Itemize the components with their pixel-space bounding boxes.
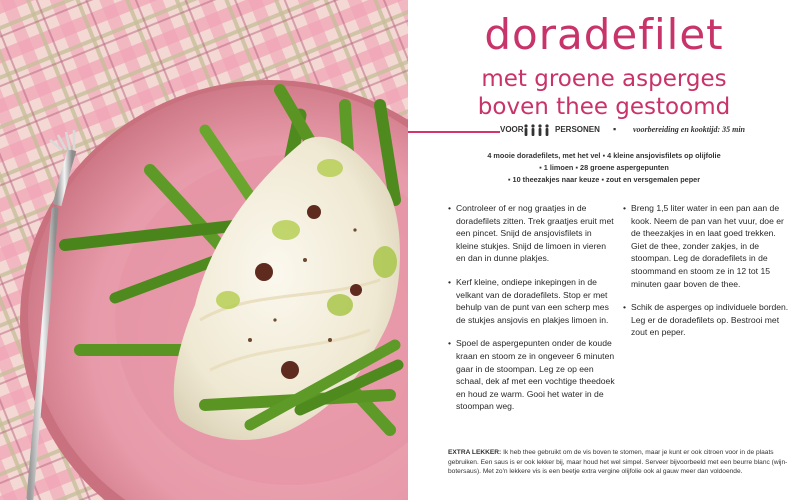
people-icon <box>522 124 552 136</box>
step-text: Schik de asperges op individuele borden. Leg er de doradefilets op. Bestrooi met zout en peper. <box>631 302 789 338</box>
servings-row <box>408 125 800 139</box>
step-text: Spoel de aspergepunten onder de koude kraan en stoom ze in ongeveer 6 minuten gaar in de stoompan. Leg ze op een schaal, dek af met een vochtige theedoek en houd ze warm. Gooi het water in de stoompan weg. <box>456 338 615 412</box>
step <box>448 337 616 413</box>
step-text: Controleer of er nog graatjes in de doradefilets zitten. Trek graatjes eruit met een pincet. Snijd de ansjovisfilets in kleine stukjes. Snijd de limoen in vieren en dan in dunne plakjes. <box>456 203 614 264</box>
bullet: • <box>448 276 452 287</box>
accent-rule <box>408 131 500 133</box>
bullet: • <box>448 338 452 349</box>
servings-suffix: PERSONEN <box>555 125 600 134</box>
ingredients-line: 4 mooie doradefilets, met het vel ▪ 4 kleine ansjovisfilets op olijfolie <box>487 151 721 160</box>
extra-tip-label: EXTRA LEKKER: <box>448 449 502 456</box>
bullet: • <box>623 203 627 213</box>
ingredients-line: ▪ 1 limoen ▪ 28 groene aspergepunten <box>539 163 669 172</box>
extra-tip-text: Ik heb thee gebruikt om de vis boven te stomen, maar je kunt er ook citroen voor in de plaats gebruiken. Een saus is er ook lekker bij, maar houd het wel simpel. Serveer bijvoorbeeld met een beurre blanc (wijn-botersaus). Met zo'n lekkere vis is een beetje extra vergine olijfolie ook al gauw meer dan voldoende. <box>448 449 788 475</box>
step <box>623 202 791 290</box>
step <box>623 301 791 339</box>
servings-prefix: VOOR <box>500 125 524 134</box>
recipe-subtitle-line1: met groene asperges <box>481 66 727 92</box>
recipe-subtitle-line2: boven thee gestoomd <box>477 94 731 120</box>
prep-time: voorbereiding en kooktijd: 35 min <box>633 125 745 134</box>
extra-tip <box>448 448 798 477</box>
step-text: Kerf kleine, ondiepe inkepingen in de velkant van de doradefilets. Stop er met behulp van de punt van een scherp mes de stukjes ansjovis en plakjes limoen in. <box>456 276 609 325</box>
step <box>448 202 616 265</box>
ingredients-list <box>408 150 800 186</box>
steps-column-right <box>623 202 791 350</box>
separator: ▪ <box>613 124 617 134</box>
step <box>448 276 616 326</box>
bullet: • <box>448 203 452 213</box>
step-text: Breng 1,5 liter water in een pan aan de kook. Neem de pan van het vuur, doe er de theezakjes in en laat goed trekken. Giet de thee, zonder zakjes, in de stoompan. Leg de doradefilets in de stoommand en stoom ze in 12 tot 15 minuten gaar boven de thee. <box>631 203 784 289</box>
recipe-page <box>408 0 800 500</box>
recipe-title: doradefilet <box>484 10 724 59</box>
steps-column-left <box>448 202 616 424</box>
ingredients-line: ▪ 10 theezakjes naar keuze ▪ zout en versgemalen peper <box>507 175 701 184</box>
bullet: • <box>623 302 627 313</box>
